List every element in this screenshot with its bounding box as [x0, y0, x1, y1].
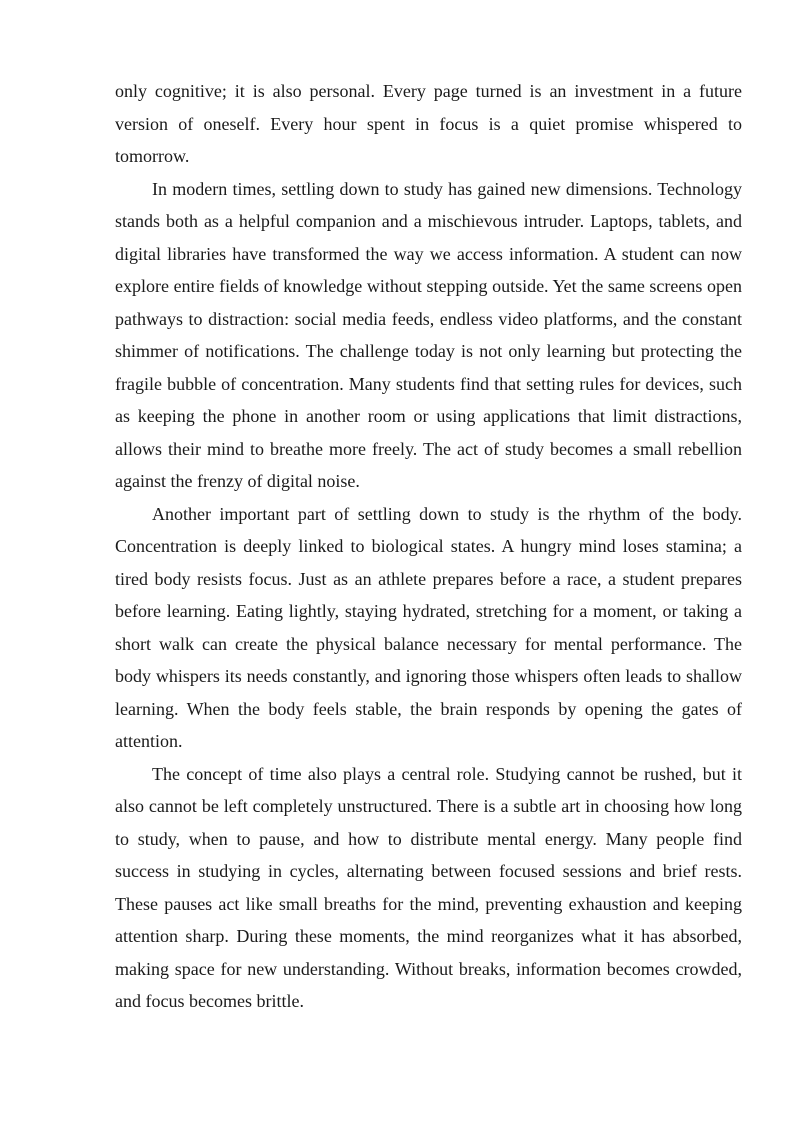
paragraph-technology: In modern times, settling down to study has gained new dimensions. Technology stands both as a helpful companion and a mischievous intruder. Laptops, tablets, and digital libraries have transformed the way we access information. A student can now explore entire fields of knowledge without stepping outside. Yet the same screens open pathways to distraction: social media feeds, endless video platforms, and the constant shimmer of notifications. The challenge today is not only learning but protecting the fragile bubble of concentration. Many students find that setting rules for devices, such as keeping the phone in another room or using applications that limit distractions, allows their mind to breathe more freely. The act of study becomes a small rebellion against the frenzy of digital noise.	[115, 178, 742, 491]
paragraph-body-rhythm: Another important part of settling down to study is the rhythm of the body. Concentration is deeply linked to biological states. A hungry mind loses stamina; a tired body resists focus. Just as an athlete prepares before a race, a student prepares before learning. Eating lightly, staying hydrated, stretching for a moment, or taking a short walk can create the physical balance necessary for mental performance. The body whispers its needs constantly, and ignoring those whispers often leads to shallow learning. When the body feels stable, the brain responds by opening the gates of attention.	[115, 503, 742, 751]
paragraph-continuation: only cognitive; it is also personal. Every page turned is an investment in a future version of oneself. Every hour spent in focus is a quiet promise whispered to tomorrow.	[115, 81, 742, 166]
paragraph-time: The concept of time also plays a central role. Studying cannot be rushed, but it also cannot be left completely unstructured. There is a subtle art in choosing how long to study, when to pause, and how to distribute mental energy. Many people find success in studying in cycles, alternating between focused sessions and brief rests. These pauses act like small breaths for the mind, preventing exhaustion and keeping attention sharp. During these moments, the mind reorganizes what it has absorbed, making space for new understanding. Without breaks, information becomes crowded, and focus becomes brittle.	[115, 763, 742, 1011]
body-text	[115, 75, 742, 1018]
